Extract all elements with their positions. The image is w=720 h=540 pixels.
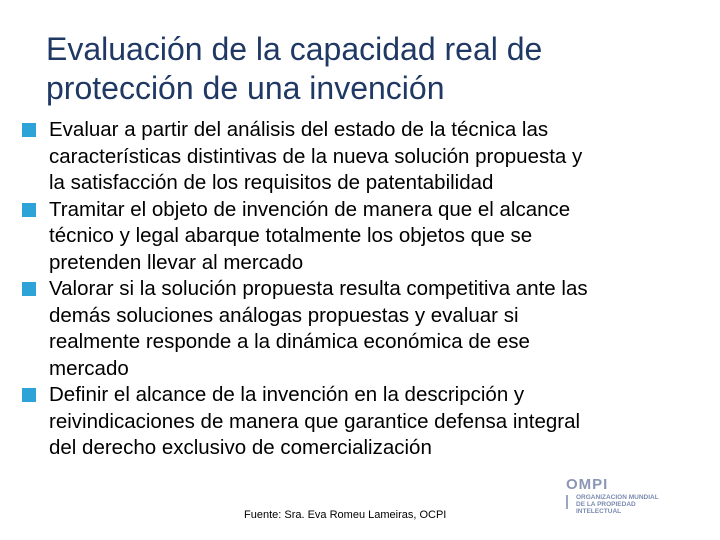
bullet-line: demás soluciones análogas propuestas y evaluar si bbox=[49, 303, 519, 327]
bullet-item bbox=[22, 117, 702, 197]
slide-title bbox=[46, 30, 686, 108]
bullet-line: mercado bbox=[49, 356, 129, 380]
bullet-list bbox=[22, 117, 702, 462]
bullet-item bbox=[22, 197, 702, 277]
bullet-line: realmente responde a la dinámica económica de ese bbox=[49, 330, 530, 353]
logo-text-line: DE LA PROPIEDAD bbox=[576, 501, 636, 508]
square-bullet-icon bbox=[22, 123, 36, 137]
square-bullet-icon bbox=[22, 282, 36, 296]
bullet-line: Valorar si la solución propuesta resulta competitiva ante las bbox=[49, 277, 588, 300]
bullet-line: del derecho exclusivo de comercialización bbox=[49, 436, 432, 459]
bullet-line: Tramitar el objeto de invención de manera que el alcance bbox=[49, 197, 571, 221]
logo-acronym: OMPI bbox=[566, 476, 609, 493]
bullet-line: reivindicaciones de manera que garantice defensa integral bbox=[49, 409, 581, 433]
logo-divider bbox=[566, 495, 576, 509]
bullet-item bbox=[22, 276, 702, 382]
logo-text-line: INTELECTUAL bbox=[576, 508, 622, 515]
bullet-line: pretenden llevar al mercado bbox=[49, 250, 304, 274]
slide-title-line: protección de una invención bbox=[46, 70, 445, 106]
source-footnote: Fuente: Sra. Eva Romeu Lameiras, OCPI bbox=[244, 509, 447, 521]
logo-text-line: ORGANIZACION MUNDIAL bbox=[576, 494, 659, 501]
bullet-item bbox=[22, 382, 702, 462]
bullet-line: técnico y legal abarque totalmente los objetos que se bbox=[49, 224, 533, 247]
logo-text bbox=[576, 494, 686, 515]
bullet-line: Evaluar a partir del análisis del estado de la técnica las bbox=[49, 118, 549, 141]
bullet-line: la satisfacción de los requisitos de patentabilidad bbox=[49, 171, 494, 194]
square-bullet-icon bbox=[22, 388, 36, 402]
square-bullet-icon bbox=[22, 203, 36, 217]
bullet-line: características distintivas de la nueva solución propuesta y bbox=[49, 144, 583, 168]
slide-title-line: Evaluación de la capacidad real de bbox=[46, 31, 543, 67]
ompi-logo bbox=[566, 476, 686, 516]
bullet-line: Definir el alcance de la invención en la descripción y bbox=[49, 383, 525, 406]
